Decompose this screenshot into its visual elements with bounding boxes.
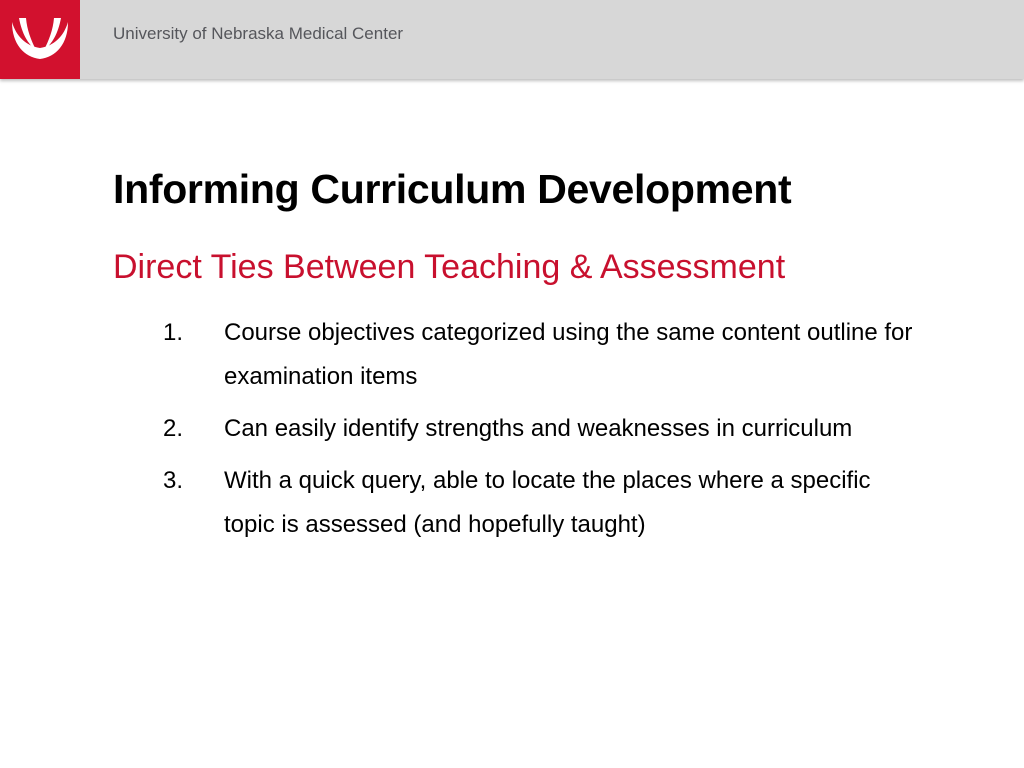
slide-subtitle: Direct Ties Between Teaching & Assessment — [113, 248, 786, 286]
unmc-logo-icon — [0, 0, 80, 79]
logo — [0, 0, 80, 79]
numbered-list — [163, 311, 943, 555]
organization-name: University of Nebraska Medical Center — [113, 24, 404, 43]
list-item-number: 3. — [163, 467, 184, 494]
header-bar — [0, 0, 1024, 79]
list-item — [163, 311, 943, 399]
list-item-text: With a quick query, able to locate the places where a specific topic is assessed (and hopefully taught) — [224, 467, 871, 538]
list-item-number: 2. — [163, 415, 184, 442]
list-item-number: 1. — [163, 319, 184, 346]
list-item — [163, 407, 943, 451]
list-item-text: Can easily identify strengths and weaknesses in curriculum — [224, 415, 853, 442]
list-item — [163, 459, 943, 547]
list-item-text: Course objectives categorized using the same content outline for examination items — [224, 319, 913, 390]
slide-title: Informing Curriculum Development — [113, 166, 792, 212]
